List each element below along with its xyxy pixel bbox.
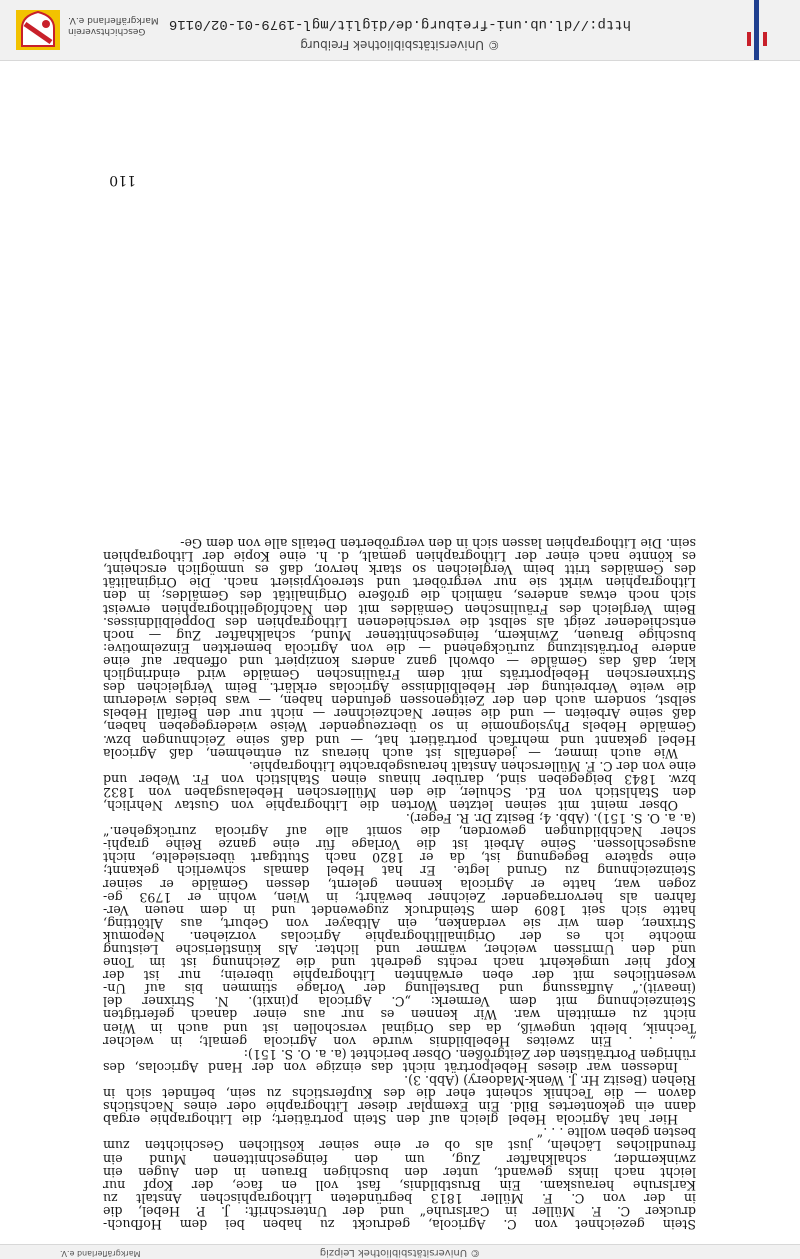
text-line: Riehen (Besitz Hr. J. Wenk-Madoery) (Abb. 3). (404, 1072, 696, 1088)
text-line: davon — die Technik scheint eher die des Kupferstichs zu sein, befindet sich in (103, 1086, 696, 1102)
header-band (0, 1244, 800, 1259)
footer-url-link[interactable]: http://dl.ub.uni-freiburg.de/diglit/mgl-1979-01-02/0116 (168, 16, 632, 32)
text-line: und den Umrissen weicher, wärmer und lichter. Als künstlerische Leistung (103, 942, 696, 958)
text-line: in der von C. F. Müller 1813 begründeten Lithographischen Anstalt zu (103, 1190, 696, 1206)
text-line: wesentliches mit der eben erwähnten Lithographie überein; nur ist der (103, 968, 696, 984)
page-number: 110 (109, 172, 136, 188)
text-line: bzw. 1843 beigegeben sind, darüber hinaus einen Stahlstich von Fr. Weber und (103, 771, 696, 787)
footer-org-line2: Markgräflerland e.V. (68, 15, 159, 25)
text-line: andere Porträtsitzung zurückgehend — die von Agricola bemerkten Einzelmotive: (103, 640, 696, 656)
text-line: drucker C. F. Müller in Carlsruhe“ und der Unterschrift: J. P. Hebel, die (103, 1203, 696, 1219)
text-line: Lithographien wirkt sie nur vergröbert und stereotypisiert nach. Die Originalität (103, 575, 696, 591)
text-line: buschige Brauen, Zwinkern, feingeschnittener Mund, schalkhafter Zug — noch (103, 627, 696, 643)
text-line: „ . . . Ein zweites Hebelbildnis wurde von Agricola gemalt; in welcher (103, 1033, 696, 1049)
text-line: zwinkernder, schalkhafter Zug, um den feingeschnittenen Mund ein (103, 1151, 696, 1167)
text-line: den Stahlstich von Ed. Schuler, die den Müllerschen Hebelausgaben von 1832 (103, 784, 696, 800)
text-line: ausgeschlossen. Seine Arbeit ist die Vorlage für eine ganze Reihe graphi- (103, 837, 696, 853)
text-line: selbst, sondern auch den der Zeitgenossen gefunden haben, — was beides wiederum (103, 693, 696, 709)
text-line: eine spätere Begegnung ist, da er 1820 nach Stuttgart übersiedelte, nicht (103, 850, 696, 866)
paragraph (103, 760, 696, 812)
text-line: klar, daß das Gemälde — obwohl ganz anders konzipiert und offenbar auf eine (103, 653, 696, 669)
text-line: dann ein gekontertes Bild. Ein Exemplar dieser Lithographie oder eines Nachstichs (103, 1099, 696, 1115)
text-line: freundliches Lächeln, just als ob er eine seiner köstlichen Geschichten zum (103, 1138, 696, 1154)
text-line: Steinzeichnung mit dem Vermerk: „C. Agricola p(inxit). N. Strixner del (103, 994, 696, 1010)
header-org: Markgräflerland e.V. (60, 1249, 141, 1258)
text-line: (a. a. O. S. 151). (Abb. 4; Besitz Dr. R. Feger). (405, 811, 696, 827)
text-line: Gemälde Hebels Physiognomie in so überzeugender Weise wiedergegeben haben, (103, 719, 696, 735)
text-line: die weite Verbreitung der Hebelbildnisse Agricolas erklärt. Beim Vergleichen des (103, 680, 696, 696)
text-line: Karlsruhe herauskam. Ein Brustbildnis, fast voll en face, der Kopf nur (103, 1177, 696, 1193)
text-line: fahren als hervorragender Zeichner bewährt; in Wien, wohin er 1793 ge- (103, 889, 696, 905)
text-line: sich noch etwas anderes, nämlich die größere Originalität des Gemäldes; in den (103, 588, 696, 604)
text-line: Steinzeichnung zu Grund legte. Er hat Hebel damals schwerlich gekannt; (103, 863, 696, 879)
paragraph (103, 537, 696, 760)
footer-band (0, 0, 800, 61)
text-line: scher Nachbildungen geworden, die somit alle auf Agricola zurückgehen.“ (103, 824, 696, 840)
page-body-text (103, 537, 696, 1231)
text-line: eine von der C. F. Müllerschen Anstalt herausgebrachte Lithographie. (248, 758, 696, 774)
text-line: hatte sich seit 1809 dem Steindruck zugewendet und in dem neuen Ver- (103, 902, 696, 918)
text-line: zogen war, hatte er Agricola kennen gelernt, dessen Gemälde er seiner (103, 876, 696, 892)
text-line: (ineavit).“ Auffassung und Darstellung der Vorlage stimmen bis auf Un- (103, 981, 696, 997)
text-line: daß seine Arbeiten — und die seiner Nachzeichner — nicht nur den Beifall Hebels (103, 706, 696, 722)
text-line: Stein gezeichnet von C. Agricola, gedruckt zu haben bei dem Hofbuch- (103, 1217, 696, 1232)
paragraph (103, 812, 696, 1048)
footer-org-line1: Geschichtsverein (68, 26, 146, 36)
text-line: Technik, bleibt ungewiß, da das Original verschollen ist und auch in Wien (103, 1020, 696, 1036)
text-line: Obser meint mit seinen letzten Worten die Lithographie von Gustav Nehrlich, (103, 798, 678, 813)
text-line: sein. Die Lithographien lassen sich in den vergröberten Details alle von dem Ge- (180, 536, 696, 552)
coat-of-arms-icon (16, 10, 60, 50)
text-line: leicht nach links gewandt, unter den buschigen Brauen in den Augen ein (103, 1164, 696, 1180)
text-line: Wie auch immer, — jedenfalls ist auch hieraus zu entnehmen, daß Agricola (103, 745, 678, 761)
paragraph (103, 1048, 696, 1074)
paragraph (103, 1126, 696, 1231)
text-line: des Gemäldes tritt beim Vergleichen so stark hervor, daß es unmöglich erscheint, (103, 562, 696, 578)
footer-copyright: © Universitätsbibliothek Freiburg (300, 38, 500, 52)
text-line: möchte ich es der Originallithographie Agricolas vorziehen. Nepomuk (103, 928, 696, 944)
text-line: Kopf hier umgekehrt nach rechts gedreht und die Zeichnung ist im Tone (103, 955, 696, 971)
text-line: Strixnerschen Hebelporträts mit dem Fräulinschen Gemälde wird eindringlich (103, 667, 696, 683)
text-line: Strixner, dem wir sie verdanken, ein Altbayer von Geburt, aus Altötting, (103, 915, 696, 931)
text-line: Hebel gekannt und mehrfach porträtiert hat, — und daß seine Zeichnungen bzw. (103, 732, 696, 748)
text-line: nicht zu ermitteln war. Wir kennen es nur aus einer danach gefertigten (103, 1007, 696, 1023)
text-line: es könnte nach einer der Lithographien gemalt, d. h. eine Kopie der Lithographien (103, 549, 696, 565)
text-line: rührigen Porträtisten der Zeitgrößen. Obser berichtet (a. a. O. S. 151): (243, 1046, 696, 1062)
text-line: besten geben wollte . . .“ (536, 1125, 696, 1141)
header-copyright: © Universitätsbibliothek Leipzig (319, 1247, 481, 1258)
footer-org (68, 14, 168, 36)
paragraph (103, 1074, 696, 1126)
text-line: Hier hat Agricola Hebel gleich auf den Stein porträtiert; die Lithographie ergab (103, 1112, 678, 1128)
text-line: Beim Vergleich des Fräulinschen Gemäldes mit den Nachfolgelithographien erweist (103, 601, 696, 617)
text-line: entschiedener zeigt als selbst die verschiedenen Lithographien des Doppelbildnisses. (103, 614, 696, 630)
text-line: Indessen war dieses Hebelporträt nicht das einzige von der Hand Agricolas, des (103, 1059, 678, 1075)
